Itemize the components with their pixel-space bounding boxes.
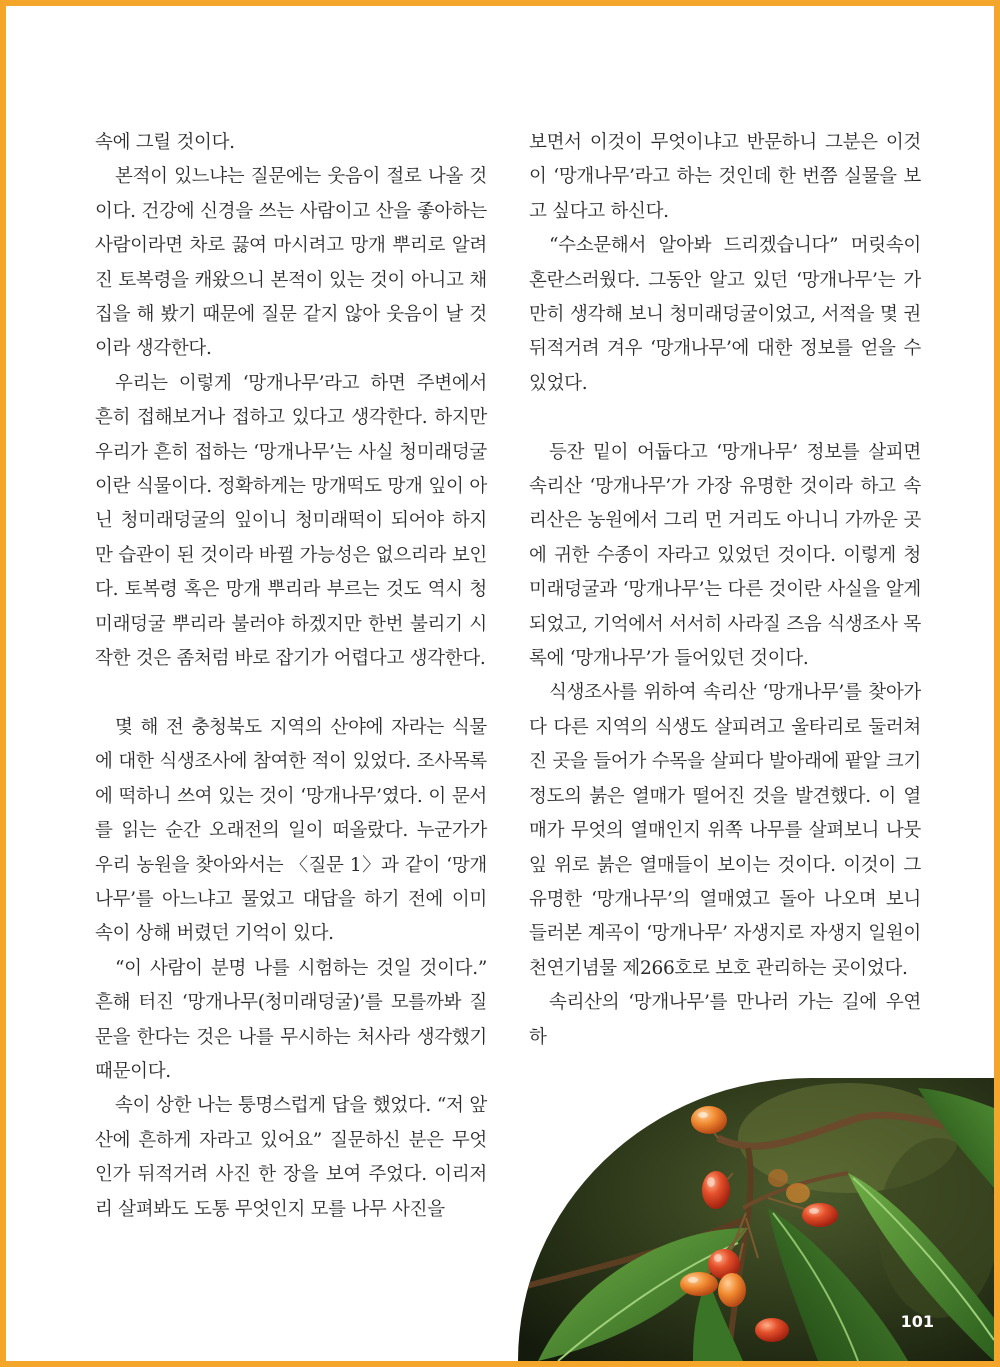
paragraph: 몇 해 전 충청북도 지역의 산야에 자라는 식물에 대한 식생조사에 참여한 적이 있었다. 조사목록에 떡하니 쓰여 있는 것이 ‘망개나무’였다. 이 문서를 읽는 순간 오래전의 일이 떠올랐다. 누군가가 우리 농원을 찾아와서는 〈질문 1〉과 같이 ‘망개나무’를 아느냐고 물었고 대답을 하기 전에 이미 속이 상해 버렸던 기억이 있다. <box>95 716 487 945</box>
paragraph: 본적이 있느냐는 질문에는 웃음이 절로 나올 것이다. 건강에 신경을 쓰는 사람이고 산을 좋아하는 사람이라면 차로 끓여 마시려고 망개 뿌리로 알려진 토복령을 캐왔으니 본적이 있는 것이 아니고 채집을 해 봤기 때문에 질문 같지 않아 웃음이 날 것이라 생각한다. <box>95 166 487 360</box>
paragraph: 우리는 이렇게 ‘망개나무’라고 하면 주변에서 흔히 접해보거나 접하고 있다고 생각한다. 하지만 우리가 흔히 접하는 ‘망개나무’는 사실 청미래덩굴이란 식물이다. 정확하게는 망개떡도 망개 잎이 아닌 청미래덩굴의 잎이니 청미래떡이 되어야 하지만 습관이 된 것이라 바뀔 가능성은 없으리라 보인다. 토복령 혹은 망개 뿌리라 부르는 것도 역시 청미래덩굴 뿌리라 불러야 하겠지만 한번 불리기 시작한 것은 좀처럼 바로 잡기가 어렵다고 생각한다. <box>95 372 487 670</box>
paragraph: 속이 상한 나는 퉁명스럽게 답을 했었다. “저 앞산에 흔하게 자라고 있어요” 질문하신 분은 무엇인가 뒤적거려 사진 한 장을 보여 주었다. 이리저리 살펴봐도 도통 무엇인지 모를 나무 사진을 <box>95 1095 487 1220</box>
left-column <box>95 126 487 1227</box>
paragraph: 속리산의 ‘망개나무’를 만나러 가는 길에 우연하 <box>529 992 921 1048</box>
paragraph: 보면서 이것이 무엇이냐고 반문하니 그분은 이것이 ‘망개나무’라고 하는 것인데 한 번쯤 실물을 보고 싶다고 하신다. <box>529 132 921 222</box>
paragraph: 등잔 밑이 어둡다고 ‘망개나무’ 정보를 살피면 속리산 ‘망개나무’가 가장 유명한 것이라 하고 속리산은 농원에서 그리 먼 거리도 아니니 가까운 곳에 귀한 수종이 자라고 있었던 것이다. 이렇게 청미래덩굴과 ‘망개나무’는 다른 것이란 사실을 알게 되었고, 기억에서 서서히 사라질 즈음 식생조사 목록에 ‘망개나무’가 들어있던 것이다. <box>529 441 921 670</box>
paragraph: 속에 그릴 것이다. <box>95 132 235 153</box>
paragraph: 식생조사를 위하여 속리산 ‘망개나무’를 찾아가다 다른 지역의 식생도 살피려고 울타리로 둘러쳐진 곳을 들어가 수목을 살피다 발아래에 팥알 크기 정도의 붉은 열매가 떨어진 것을 발견했다. 이 열매가 무엇의 열매인지 위쪽 나무를 살펴보니 나뭇잎 위로 붉은 열매들이 보이는 것이다. 이것이 그 유명한 ‘망개나무’의 열매였고 돌아 나오며 보니 들러본 계곡이 ‘망개나무’ 자생지로 자생지 일원이 천연기념물 제266호로 보호 관리하는 곳이었다. <box>529 682 921 979</box>
right-column <box>529 126 921 1055</box>
paragraph-gap <box>95 677 487 711</box>
page-number: 101 <box>900 1312 934 1331</box>
paragraph: “이 사람이 분명 나를 시험하는 것일 것이다.” 흔해 터진 ‘망개나무(청미래덩굴)’를 모를까봐 질문을 한다는 것은 나를 무시하는 처사라 생각했기 때문이다. <box>95 957 487 1082</box>
paragraph: “수소문해서 알아봐 드리겠습니다” 머릿속이 혼란스러웠다. 그동안 알고 있던 ‘망개나무’는 가만히 생각해 보니 청미래덩굴이었고, 서적을 몇 권 뒤적거려 겨우 ‘망개나무’에 대한 정보를 얻을 수 있었다. <box>529 235 921 394</box>
paragraph-gap <box>529 401 921 435</box>
